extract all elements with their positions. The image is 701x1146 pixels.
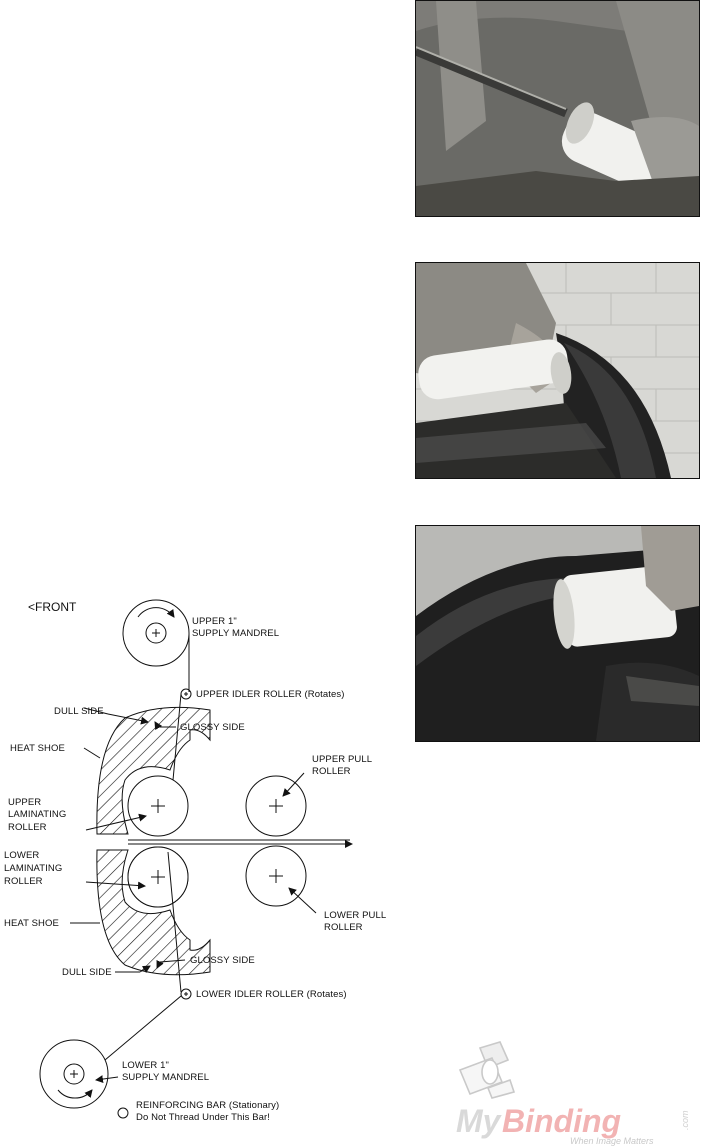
upper-mandrel-label-2: SUPPLY MANDREL — [192, 628, 280, 639]
threading-diagram — [0, 590, 400, 1146]
front-label: <FRONT — [28, 600, 77, 614]
mybinding-logo — [452, 1040, 700, 1146]
upper-laminating-label-2: LAMINATING — [8, 809, 67, 820]
lower-mandrel-label-1: LOWER 1" — [122, 1060, 169, 1071]
upper-laminating-label-1: UPPER — [8, 797, 42, 808]
logo-brand-binding: Binding — [502, 1103, 622, 1139]
logo-tagline: When Image Matters — [570, 1136, 654, 1146]
dull-side-top-label: DULL SIDE — [54, 706, 104, 717]
logo-brand-my: My — [456, 1103, 501, 1139]
heat-shoe-bottom-label: HEAT SHOE — [4, 918, 59, 929]
reinforcing-bar — [118, 1108, 128, 1118]
lower-laminating-label-2: LAMINATING — [4, 863, 63, 874]
lower-laminating-label-3: ROLLER — [4, 876, 43, 887]
logo-brand-com: .com — [680, 1110, 690, 1130]
upper-pull-label-1: UPPER PULL — [312, 754, 373, 765]
lower-pull-label-2: ROLLER — [324, 922, 363, 933]
dull-side-bottom-label: DULL SIDE — [62, 967, 112, 978]
glossy-side-top-label: GLOSSY SIDE — [180, 722, 245, 733]
reinforcing-label-2: Do Not Thread Under This Bar! — [136, 1112, 271, 1123]
reinforcing-label-1: REINFORCING BAR (Stationary) — [136, 1100, 280, 1111]
upper-pull-label-2: ROLLER — [312, 766, 351, 777]
upper-mandrel-label-1: UPPER 1" — [192, 616, 237, 627]
photo-mandrel-lift — [415, 262, 700, 479]
photo-mandrel-seat — [415, 525, 700, 742]
glossy-side-bottom-label: GLOSSY SIDE — [190, 955, 255, 966]
lower-laminating-label-1: LOWER — [4, 850, 40, 861]
lower-mandrel-label-2: SUPPLY MANDREL — [122, 1072, 210, 1083]
lower-pull-label-1: LOWER PULL — [324, 910, 387, 921]
lower-idler-label: LOWER IDLER ROLLER (Rotates) — [196, 989, 347, 1000]
logo-roll-icon — [460, 1042, 514, 1098]
photo-mandrel-insert — [415, 0, 700, 217]
heat-shoe-top-label: HEAT SHOE — [10, 743, 65, 754]
upper-idler-label: UPPER IDLER ROLLER (Rotates) — [196, 689, 345, 700]
upper-laminating-label-3: ROLLER — [8, 822, 47, 833]
